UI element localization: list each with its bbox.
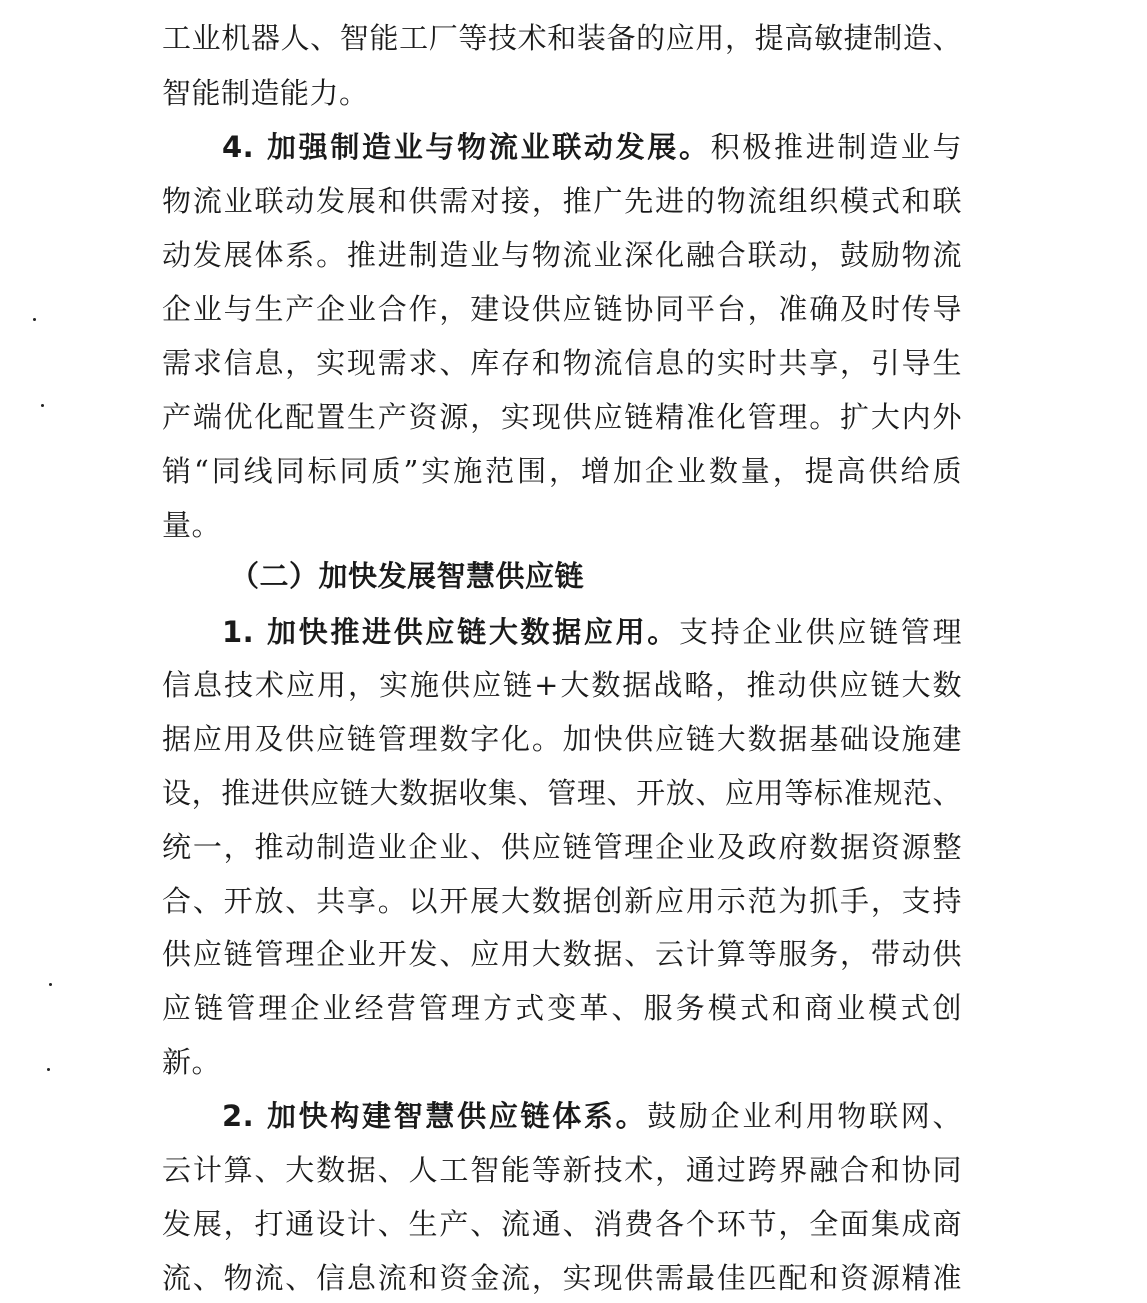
body-text-line: 合、开放、共享。以开展大数据创新应用示范为抓手，支持 [162,884,962,918]
body-text-line: 应链管理企业经营管理方式变革、服务模式和商业模式创 [162,991,962,1025]
body-text-line: 量。 [162,508,222,542]
body-text-line: 销“同线同标同质”实施范围，增加企业数量，提高供给质 [162,454,962,488]
body-text-line: 设，推进供应链大数据收集、管理、开放、应用等标准规范、 [162,776,962,810]
body-text-line: 工业机器人、智能工厂等技术和装备的应用，提高敏捷制造、 [162,21,962,55]
section-heading-2: 2. 加快构建智慧供应链体系。鼓励企业利用物联网、 [222,1099,962,1133]
bold-lead-in: 2. 加快构建智慧供应链体系。 [222,1099,648,1133]
body-text-line: 动发展体系。推进制造业与物流业深化融合联动，鼓励物流 [162,238,962,272]
body-text-line: 供应链管理企业开发、应用大数据、云计算等服务，带动供 [162,937,962,971]
body-text-line: 信息技术应用，实施供应链+大数据战略，推动供应链大数 [162,668,962,702]
body-text-line: 统一，推动制造业企业、供应链管理企业及政府数据资源整 [162,830,962,864]
scan-speck [41,404,44,407]
body-text-line: 智能制造能力。 [162,76,369,110]
body-text-line: 物流业联动发展和供需对接，推广先进的物流组织模式和联 [162,184,962,218]
section-heading-1: 1. 加快推进供应链大数据应用。支持企业供应链管理 [222,615,962,649]
scan-speck [33,318,36,321]
body-text-line: 发展，打通设计、生产、流通、消费各个环节，全面集成商 [162,1207,962,1241]
section-heading-4: 4. 加强制造业与物流业联动发展。积极推进制造业与 [222,130,962,164]
body-text-line: 流、物流、信息流和资金流，实现供需最佳匹配和资源精准 [162,1261,962,1295]
body-text-line: 企业与生产企业合作，建设供应链协同平台，准确及时传导 [162,292,962,326]
body-text-line: 产端优化配置生产资源，实现供应链精准化管理。扩大内外 [162,400,962,434]
body-text-line: 新。 [162,1045,222,1079]
subsection-heading: （二）加快发展智慧供应链 [230,559,585,593]
scan-speck [47,1068,50,1071]
body-text-line: 需求信息，实现需求、库存和物流信息的实时共享，引导生 [162,346,962,380]
bold-lead-in: 1. 加快推进供应链大数据应用。 [222,615,679,649]
bold-lead-in: 4. 加强制造业与物流业联动发展。 [222,130,711,164]
body-text-line: 据应用及供应链管理数字化。加快供应链大数据基础设施建 [162,722,962,756]
scan-speck [49,983,52,986]
body-text-line: 云计算、大数据、人工智能等新技术，通过跨界融合和协同 [162,1153,962,1187]
